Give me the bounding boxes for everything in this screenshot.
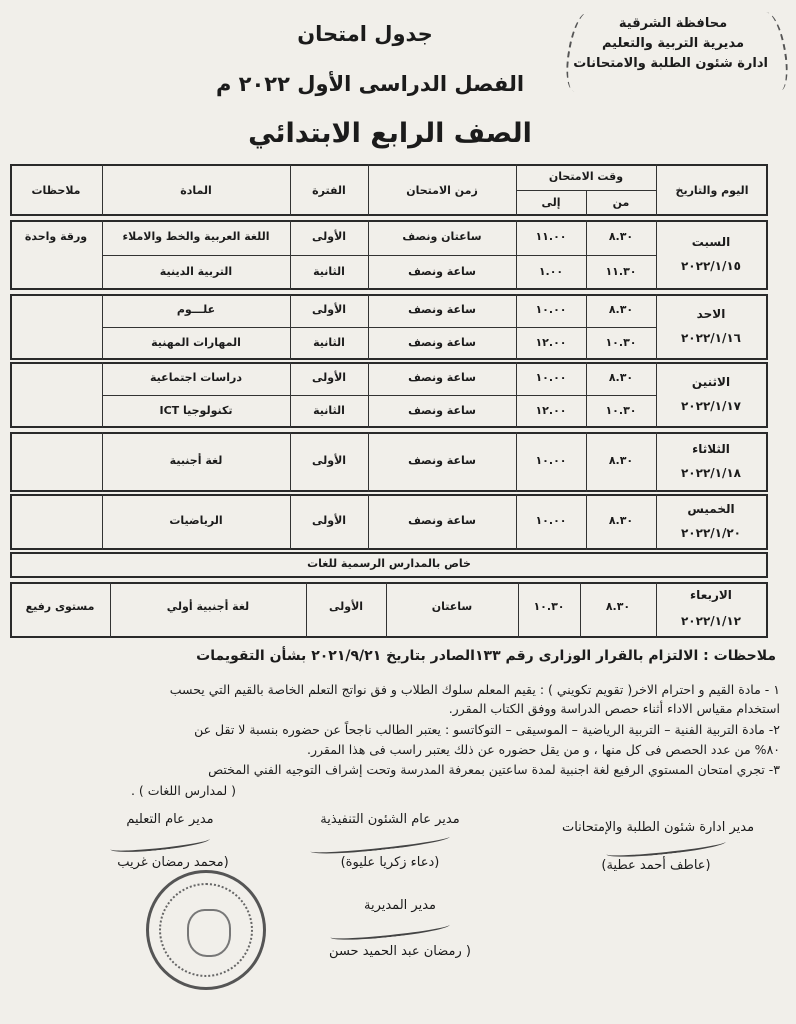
day-date: ٢٠٢٢/١/١٢ (680, 614, 742, 628)
exam-period: الأولى (311, 229, 347, 243)
term-title: الفصل الدراسى الأول ٢٠٢٢ م (215, 72, 525, 96)
exam-notes: مستوى رفيع (25, 600, 95, 613)
exam-duration: ساعة ونصف (408, 403, 476, 417)
exam-duration: ساعة ونصف (408, 335, 476, 349)
day-name: الاربعاء (690, 588, 732, 602)
signature-name-executive: (دعاء زكريا عليوة) (340, 855, 440, 870)
exam-subject: اللغة العربية والخط والاملاء (122, 229, 270, 243)
header-subject: المادة (180, 184, 212, 197)
signature-title-education: مدير عام التعليم (126, 812, 214, 827)
schedule-table (10, 164, 768, 641)
exam-start-time: ٨.٣٠ (608, 370, 634, 384)
exam-end-time: ١٠.٠٠ (535, 514, 567, 527)
exam-start-time: ٨.٣٠ (608, 229, 634, 243)
day-date: ٢٠٢٢/١/١٧ (680, 399, 742, 413)
exam-duration: ساعتان ونصف (402, 229, 482, 243)
exam-period: الثانية (313, 403, 345, 417)
exam-subject: الرياضيات (169, 514, 223, 527)
header-notes: ملاحظات (31, 184, 81, 197)
exam-subject: دراسات اجتماعية (150, 370, 242, 384)
exam-end-time: ١٠.٠٠ (535, 454, 567, 467)
table-rule (656, 294, 657, 360)
notes-headline: الالتزام بالقرار الوزارى رقم ١٣٣الصادر بتاريخ ٢٠٢١/٩/٢١ بشأن التقويمات (196, 648, 699, 664)
signature-scribble (310, 831, 450, 858)
note-line: استخدام مقياس الاداء أثناء حصص الدراسة ووفق الكتاب المقرر. (448, 701, 780, 716)
document-title: جدول امتحان (297, 22, 433, 46)
exam-duration: ساعة ونصف (408, 302, 476, 316)
exam-subject: لغة أجنبية (169, 454, 223, 467)
day-name: الخميس (687, 502, 735, 516)
signature-title-director: مدير المديرية (363, 898, 436, 913)
grade-title: الصف الرابع الابتدائي (248, 118, 532, 149)
exam-start-time: ٨.٣٠ (605, 600, 631, 613)
note-line: ٨٠% من عدد الحصص فى كل منها ، و من يقل حضوره عن ذلك يعتبر راسب فى هذا المقرر. (307, 742, 780, 757)
exam-end-time: ١.٠٠ (538, 264, 564, 278)
exam-start-time: ١٠.٣٠ (605, 335, 637, 349)
exam-period: الأولى (311, 302, 347, 316)
exam-notes: ورقة واحدة (24, 229, 88, 243)
exam-end-time: ١٠.٣٠ (533, 600, 565, 613)
header-duration: زمن الامتحان (406, 184, 478, 197)
day-date: ٢٠٢٢/١/١٦ (680, 331, 742, 345)
signature-name-students-affairs: (عاطف أحمد عطية) (601, 858, 711, 873)
special-section-title: خاص بالمدارس الرسمية للغات (307, 557, 471, 570)
note-line: ١ - مادة القيم و احترام الاخر( تقويم تكويني ) : يقيم المعلم سلوك الطلاب و فق نواتج التعلم الخاصة بالقيم التي يحسب (169, 682, 780, 697)
note-line: ٢- مادة التربية الفنية – التربية الرياضية – الموسيقى – التوكاتسو : يعتبر الطالب ناجحاً عن حضوره بنسبة لا تقل عن (194, 722, 780, 737)
header-day-date: اليوم والتاريخ (675, 184, 749, 197)
table-rule (656, 432, 657, 492)
header-from: من (612, 196, 630, 209)
exam-subject: لغة أجنبية أولي (166, 600, 250, 613)
signature-scribble (330, 919, 451, 943)
exam-start-time: ١١.٣٠ (605, 264, 637, 278)
exam-period: الثانية (313, 335, 345, 349)
exam-start-time: ٨.٣٠ (608, 302, 634, 316)
official-seal (146, 870, 266, 990)
exam-end-time: ١٢.٠٠ (535, 335, 567, 349)
exam-end-time: ١٠.٠٠ (535, 370, 567, 384)
signature-name-education: (محمد رمضان غريب (117, 855, 229, 870)
governorate-label: محافظة الشرقية (618, 16, 728, 31)
notes-heading (196, 648, 776, 664)
exam-start-time: ١٠.٣٠ (605, 403, 637, 417)
day-date: ٢٠٢٢/١/١٥ (680, 259, 742, 273)
header-to: إلى (541, 196, 561, 209)
exam-start-time: ٨.٣٠ (608, 454, 634, 467)
signature-title-executive: مدير عام الشئون التنفيذية (320, 812, 460, 827)
table-rule (102, 255, 656, 256)
table-rule (102, 395, 656, 396)
exam-duration: ساعة ونصف (408, 370, 476, 384)
header-exam-time: وقت الامتحان (548, 170, 624, 183)
note-line: ٣- تجري امتحان المستوي الرفيع لغة اجنبية لمدة ساعتين بمعرفة المدرسة وتحت إشراف التوجيه الفني المختص (208, 762, 780, 777)
day-date: ٢٠٢٢/١/١٨ (680, 466, 742, 480)
exam-subject: علـــوم (176, 302, 216, 316)
exam-end-time: ١٠.٠٠ (535, 302, 567, 316)
signature-title-students-affairs: مدير ادارة شئون الطلبة والإمتحانات (561, 820, 755, 835)
signature-name-director: ( رمضان عبد الحميد حسن (329, 944, 471, 959)
day-name: السبت (691, 235, 731, 249)
table-rule (102, 327, 656, 328)
day-name: الاثنين (691, 375, 731, 389)
day-name: الثلاثاء (692, 442, 730, 456)
signature-scribble (606, 836, 727, 860)
note-line: ( لمدارس اللغات ) . (130, 783, 236, 798)
exam-subject: تكنولوجيا ICT (159, 403, 233, 417)
exam-subject: المهارات المهنية (151, 335, 241, 349)
exam-end-time: ١١.٠٠ (535, 229, 567, 243)
exam-duration: ساعة ونصف (408, 264, 476, 278)
exam-duration: ساعة ونصف (408, 514, 476, 527)
exam-period: الأولى (311, 370, 347, 384)
exam-subject: التربية الدينية (159, 264, 233, 278)
issuing-authority (573, 14, 768, 74)
exam-period: الثانية (313, 264, 345, 278)
table-rule (656, 220, 657, 290)
exam-end-time: ١٢.٠٠ (535, 403, 567, 417)
exam-start-time: ٨.٣٠ (608, 514, 634, 527)
directorate-label: مديرية التربية والتعليم (601, 36, 745, 51)
department-label: ادارة شئون الطلبة والامتحانات (573, 56, 768, 71)
day-date: ٢٠٢٢/١/٢٠ (680, 526, 742, 540)
exam-duration: ساعة ونصف (408, 454, 476, 467)
exam-period: الأولى (328, 600, 364, 613)
exam-duration: ساعتان (431, 600, 473, 613)
header-period: الفترة (312, 184, 346, 197)
exam-period: الأولى (311, 514, 347, 527)
table-rule (656, 362, 657, 428)
day-name: الاحد (696, 307, 726, 321)
exam-period: الأولى (311, 454, 347, 467)
notes-label: ملاحظات : (703, 648, 776, 664)
signature-scribble (110, 833, 211, 855)
